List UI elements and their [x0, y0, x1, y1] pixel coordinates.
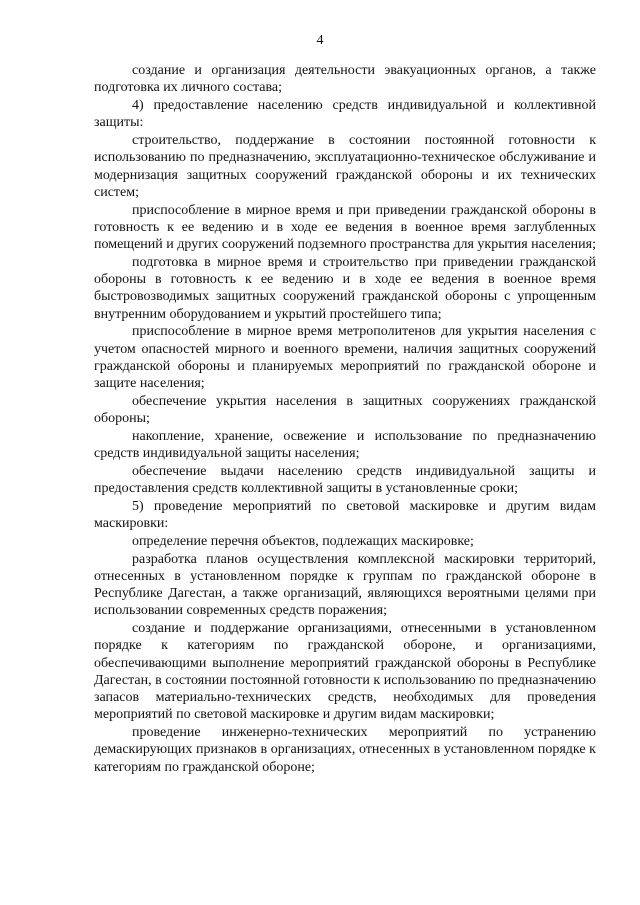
paragraph: подготовка в мирное время и строительство при приведении гражданской обороны в готовность к ее ведению и в ходе ее ведения в военное время быстровозводимых защитных сооружений гражданской обороны с упрощенным внутренним оборудованием и укрытий простейшего типа; — [94, 254, 596, 322]
paragraph: 4) предоставление населению средств индивидуальной и коллективной защиты: — [94, 98, 596, 131]
document-body — [94, 62, 596, 776]
paragraph: определение перечня объектов, подлежащих маскировке; — [132, 533, 474, 549]
paragraph: создание и организация деятельности эвакуационных органов, а также подготовка их личного состава; — [94, 63, 596, 96]
paragraph: приспособление в мирное время метрополитенов для укрытия населения с учетом опасностей мирного и военного времени, наличия защитных сооружений гражданской обороны и планируемых мероприятий по гражданской обороне и защите населения; — [94, 324, 596, 391]
paragraph: приспособление в мирное время и при приведении гражданской обороны в готовность к ее ведению и в ходе ее ведения в военное время заглубленных помещений и других сооружений подземного пространства для укрытия населения; — [94, 202, 596, 252]
paragraph: строительство, поддержание в состоянии постоянной готовности к использованию по предназначению, эксплуатационно-техническое обслуживание и модернизация защитных сооружений гражданской обороны и их технических систем; — [94, 133, 596, 200]
paragraph: обеспечение выдачи населению средств индивидуальной защиты и предоставления средств коллективной защиты в установленные сроки; — [94, 463, 596, 496]
paragraph: разработка планов осуществления комплексной маскировки территорий, отнесенных в установленном порядке к группам по гражданской обороне в Республике Дагестан, а также организаций, являющихся вероятными целями при использовании современных средств поражения; — [94, 551, 596, 619]
paragraph: обеспечение укрытия населения в защитных сооружениях гражданской обороны; — [94, 393, 596, 426]
paragraph: проведение инженерно-технических мероприятий по устранению демаскирующих признаков в организациях, отнесенных в установленном порядке к категориям по гражданской обороне; — [94, 725, 596, 775]
paragraph: накопление, хранение, освежение и использование по предназначению средств индивидуальной защиты населения; — [94, 428, 596, 461]
paragraph: 5) проведение мероприятий по световой маскировке и другим видам маскировки: — [94, 498, 596, 531]
page-number: 4 — [316, 33, 324, 48]
paragraph: создание и поддержание организациями, отнесенными в установленном порядке к категориям по гражданской обороне, и организациями, обеспечивающими выполнение мероприятий гражданской обороны в Республике Дагестан, в состоянии постоянной готовности к использованию по предназначению запасов материально-технических средств, необходимых для проведения мероприятий по световой маскировке и другим видам маскировки; — [94, 621, 596, 723]
